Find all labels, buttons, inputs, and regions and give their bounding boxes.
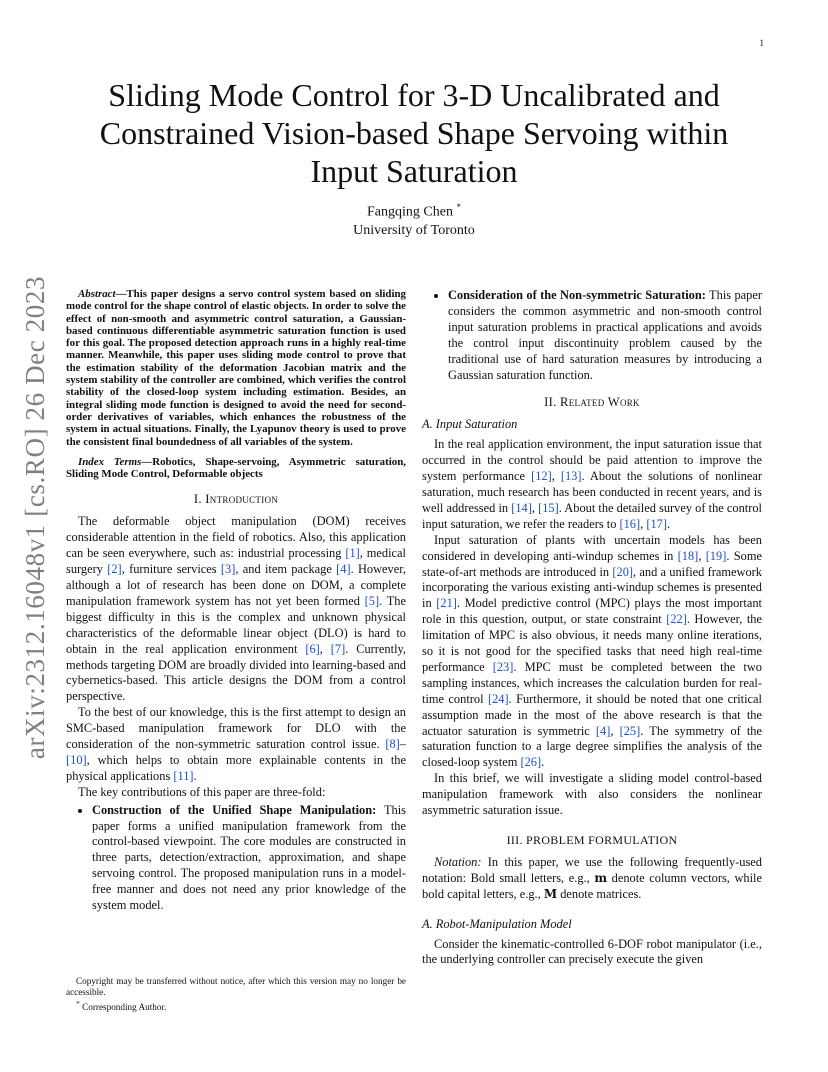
- citation-link[interactable]: [17]: [646, 516, 667, 531]
- section-heading-problem-formulation: III. PROBLEM FORMULATION: [506, 833, 678, 847]
- abstract-lead: Abstract: [78, 288, 116, 300]
- intro-paragraph-1: The deformable object manipulation (DOM) receives considerable attention in the field of robotics. Also, this application can be seen everywhere, such as: industrial processing [1], medical surgery [2], furniture services [3], and item package [4]. However, although a lot of research has been done on DOM, a complete manipulation framework system has not yet been formed [5]. The biggest difficulty in this is the complex and unknown physical characteristics of the deformable linear object (DLO) is hard to obtain in the real application environment [6], [7]. Currently, methods targeting DOM are broadly divided into learning-based and cybernetics-based. This article designs the DOM from a control perspective.: [66, 514, 407, 704]
- corresponding-author-note: * Corresponding Author.: [76, 999, 167, 1013]
- contributions-list-continued: [422, 288, 762, 383]
- intro-paragraph-3: The key contributions of this paper are three-fold:: [78, 784, 326, 799]
- citation-link[interactable]: [19]: [705, 548, 727, 563]
- citation-link[interactable]: [5]: [364, 593, 380, 608]
- footnotes: [66, 976, 406, 1013]
- copyright-note: Copyright may be transferred without notice, after which this version may no longer be accessible.: [66, 976, 406, 997]
- intro-paragraph-2: To the best of our knowledge, this is the first attempt to design an SMC-based manipulation framework for DLO with the consideration of the non-symmetric saturation control issue. [8]–[10], which helps to obtain more explainable contents in the physical applications [11].: [66, 705, 406, 783]
- citation-link[interactable]: [26]: [520, 755, 542, 770]
- citation-link[interactable]: [8]: [385, 737, 400, 752]
- related-paragraph-1: In the real application environment, the input saturation issue that occurred in the control should be paid attention to improve the system performance [12], [13]. About the solutions of nonlinear saturation, much research has been conducted in recent years, and is well addressed in [14], [15]. About the detailed survey of the control input saturation, we refer the readers to [16], [17].: [422, 437, 762, 531]
- right-column: [422, 288, 762, 968]
- robot-model-paragraph: Consider the kinematic-controlled 6-DOF robot manipulator (i.e., the underlying controller can precisely execute the given: [422, 936, 762, 967]
- author-name: Fangqing Chen: [367, 204, 453, 220]
- citation-link[interactable]: [13]: [560, 469, 582, 484]
- contributions-list: [66, 803, 406, 914]
- related-paragraph-3: In this brief, we will investigate a sliding model control-based manipulation framework with also considers the nonlinear asymmetric saturation issue.: [422, 771, 762, 818]
- citation-link[interactable]: [14]: [511, 500, 532, 515]
- subsection-robot-manipulation-model: A. Robot-Manipulation Model: [422, 916, 572, 931]
- section-heading-related-work: II. Related Work: [544, 395, 640, 410]
- abstract: [66, 288, 406, 448]
- author-mark: *: [456, 202, 461, 212]
- citation-link[interactable]: [15]: [538, 500, 559, 515]
- citation-link[interactable]: [2]: [107, 562, 122, 577]
- affiliation: University of Toronto: [353, 222, 475, 238]
- citation-link[interactable]: [18]: [677, 548, 699, 563]
- index-terms-text: —Robotics, Shape-servoing, Asymmetric saturation, Sliding Mode Control, Deformable objects: [66, 455, 406, 481]
- citation-link[interactable]: [24]: [487, 691, 509, 706]
- citation-link[interactable]: [4]: [336, 562, 351, 577]
- citation-link[interactable]: [16]: [619, 516, 641, 531]
- arxiv-identifier: arXiv:2312.16048v1 [cs.RO] 26 Dec 2023: [20, 275, 50, 760]
- contribution-item: • Consideration of the Non-symmetric Saturation: This paper considers the common asymmetric and non-smooth control input saturation problems in practical applications and avoids the control input discontinuity problem caused by the traditional use of hard saturation measures by introducing a Gaussian saturation function.: [448, 288, 762, 383]
- citation-link[interactable]: [11]: [173, 768, 194, 783]
- notation-paragraph: Notation: In this paper, we use the following frequently-used notation: Bold small letters, e.g., m denote column vectors, while bold capital letters, e.g., M denote matrices.: [422, 854, 763, 901]
- index-terms: [66, 456, 406, 481]
- citation-link[interactable]: [3]: [220, 562, 236, 577]
- citation-link[interactable]: [22]: [666, 612, 687, 627]
- citation-link[interactable]: [10]: [66, 752, 87, 767]
- citation-link[interactable]: [6]: [305, 641, 320, 656]
- citation-link[interactable]: [1]: [345, 546, 360, 561]
- citation-link[interactable]: [7]: [330, 641, 346, 656]
- paper-title: Sliding Mode Control for 3-D Uncalibrated and Constrained Vision-based Shape Servoing within Input Saturation: [99, 77, 729, 189]
- contribution-item: • Construction of the Unified Shape Manipulation: This paper forms a unified manipulation framework from the control-based viewpoint. The core modules are constructed in three parts, detection/extraction, approximation, and shape servoing control. The proposed manipulation runs in a model-free manner and does not need any prior knowledge of the system model.: [92, 803, 406, 914]
- citation-link[interactable]: [4]: [595, 723, 611, 738]
- left-column: [66, 288, 406, 916]
- section-heading-introduction: I. Introduction: [193, 492, 279, 507]
- citation-link[interactable]: [20]: [612, 564, 634, 579]
- citation-link[interactable]: [23]: [492, 659, 514, 674]
- citation-link[interactable]: [25]: [619, 723, 641, 738]
- citation-link[interactable]: [21]: [436, 596, 457, 611]
- citation-link[interactable]: [12]: [531, 469, 552, 484]
- related-paragraph-2: Input saturation of plants with uncertain models has been considered in developing anti-windup schemes in [18], [19]. Some state-of-art methods are introduced in [20], and a unified framework incorporating the various existing anti-windup schemes is presented in [21]. Model predictive control (MPC) plays the most important role in this question, output, or state constraint [22]. However, the limitation of MPC is also obvious, it needs many online iterations, so it is not good for the specified tasks that need high real-time performance [23]. MPC must be completed between the two sampling instances, which increases the calculation burden for real-time control [24]. Furthermore, it should be noted that one critical assumption made in the most of the above research is that the actuator saturation is symmetric [4], [25]. The symmetry of the saturation function to a large degree simplifies the analysis of the closed-loop system [26].: [422, 532, 762, 770]
- page-number: 1: [759, 38, 764, 48]
- author-block: [64, 198, 764, 240]
- abstract-text: —This paper designs a servo control system based on sliding mode control for the shape control of elastic objects. In order to solve the effect of non-smooth and asymmetric control saturation, a Gaussian-based continuous differentiable asymmetric saturation function is used for this goal. The proposed detection approach runs in a highly real-time manner. Meanwhile, this paper uses sliding mode control to prove that the estimation stability of the deformation Jacobian matrix and the system stability of the controller are combined, which verifies the control stability of the closed-loop system including estimation. Besides, an integral sliding mode function is designed to avoid the need for second-order derivatives of variables, which enhances the robustness of the system in actual situations. Finally, the Lyapunov theory is used to prove the consistent final boundedness of all variables of the system.: [66, 288, 406, 448]
- subsection-input-saturation: A. Input Saturation: [422, 417, 518, 432]
- index-terms-lead: Index Terms: [78, 455, 142, 468]
